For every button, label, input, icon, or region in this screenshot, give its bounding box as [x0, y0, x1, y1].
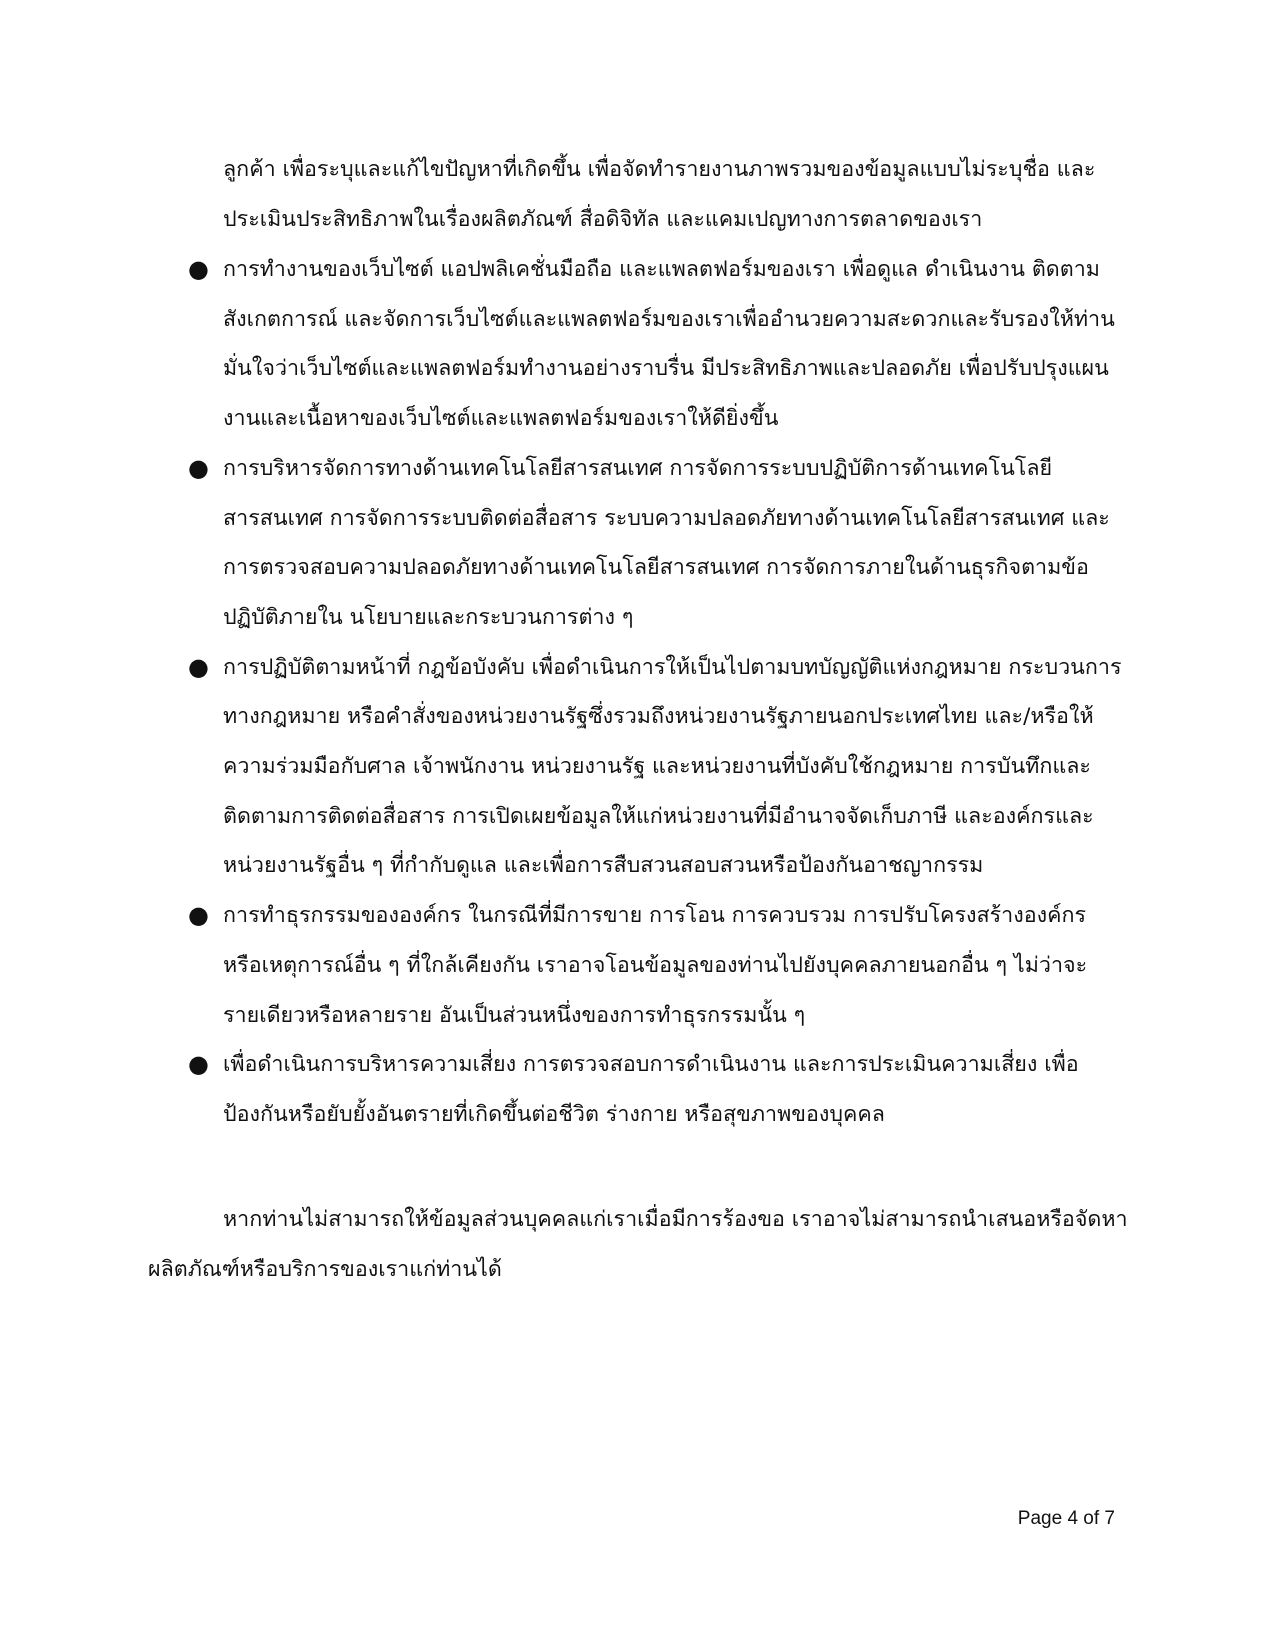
- bullet-list: [0, 245, 1275, 1140]
- list-item-text: เพื่อดำเนินการบริหารความเสี่ยง การตรวจสอบการดำเนินงาน และการประเมินความเสี่ยง เพื่อป้องกันหรือยับยั้งอันตรายที่เกิดขึ้นต่อชีวิต ร่างกาย หรือสุขภาพของบุคคล: [223, 1052, 1079, 1127]
- list-item-text: การบริหารจัดการทางด้านเทคโนโลยีสารสนเทศ การจัดการระบบปฏิบัติการด้านเทคโนโลยีสารสนเทศ การจัดการระบบติดต่อสื่อสาร ระบบความปลอดภัยทางด้านเทคโนโลยีสารสนเทศ และการตรวจสอบความปลอดภัยทางด้านเทคโนโลยีสารสนเทศ การจัดการภายในด้านธุรกิจตามข้อปฏิบัติภายใน นโยบายและกระบวนการต่าง ๆ: [223, 455, 1110, 630]
- list-item-text: การปฏิบัติตามหน้าที่ กฎข้อบังคับ เพื่อดำเนินการให้เป็นไปตามบทบัญญัติแห่งกฎหมาย กระบวนการทางกฎหมาย หรือคำสั่งของหน่วยงานรัฐซึ่งรวมถึงหน่วยงานรัฐภายนอกประเทศไทย และ/หรือให้ความร่วมมือกับศาล เจ้าพนักงาน หน่วยงานรัฐ และหน่วยงานที่บังคับใช้กฎหมาย การบันทึกและติดตามการติดต่อสื่อสาร การเปิดเผยข้อมูลให้แก่หน่วยงานที่มีอำนาจจัดเก็บภาษี และองค์กรและหน่วยงานรัฐอื่น ๆ ที่กำกับดูแล และเพื่อการสืบสวนสอบสวนหรือป้องกันอาชญากรรม: [223, 654, 1122, 879]
- bullet-icon: ●: [188, 255, 209, 283]
- bullet-icon: ●: [188, 652, 209, 681]
- closing-paragraph: หากท่านไม่สามารถให้ข้อมูลส่วนบุคคลแก่เราเมื่อมีการร้องขอ เราอาจไม่สามารถนำเสนอหรือจัดหาผลิตภัณฑ์หรือบริการของเราแก่ท่านได้: [148, 1207, 1128, 1282]
- bullet-icon: ●: [188, 453, 209, 482]
- list-item: [0, 891, 1123, 1040]
- bullet-icon: ●: [188, 901, 209, 930]
- list-item-text: การทำธุรกรรมขององค์กร ในกรณีที่มีการขาย การโอน การควบรวม การปรับโครงสร้างองค์กร หรือเหตุการณ์อื่น ๆ ที่ใกล้เคียงกัน เราอาจโอนข้อมูลของท่านไปยังบุคคลภายนอกอื่น ๆ ไม่ว่าจะรายเดียวหรือหลายราย อันเป็นส่วนหนึ่งของการทำธุรกรรมนั้น ๆ: [223, 903, 1088, 1028]
- list-item: [0, 245, 1123, 444]
- list-item: [0, 643, 1123, 892]
- page-number: Page 4 of 7: [1017, 1508, 1115, 1529]
- lead-paragraph: ลูกค้า เพื่อระบุและแก้ไขปัญหาที่เกิดขึ้น เพื่อจัดทำรายงานภาพรวมของข้อมูลแบบไม่ระบุชื่อ และประเมินประสิทธิภาพในเรื่องผลิตภัณฑ์ สื่อดิจิทัล และแคมเปญทางการตลาดของเรา: [223, 157, 1096, 232]
- bullet-icon: ●: [188, 1050, 209, 1079]
- list-item: [0, 1040, 1123, 1139]
- list-item: [0, 444, 1123, 643]
- list-item-text: การทำงานของเว็บไซต์ แอปพลิเคชั่นมือถือ และแพลตฟอร์มของเรา เพื่อดูแล ดำเนินงาน ติดตาม สังเกตการณ์ และจัดการเว็บไซต์และแพลตฟอร์มของเราเพื่ออำนวยความสะดวกและรับรองให้ท่านมั่นใจว่าเว็บไซต์และแพลตฟอร์มทำงานอย่างราบรื่น มีประสิทธิภาพและปลอดภัย เพื่อปรับปรุงแผนงานและเนื้อหาของเว็บไซต์และแพลตฟอร์มของเราให้ดียิ่งขึ้น: [223, 257, 1115, 432]
